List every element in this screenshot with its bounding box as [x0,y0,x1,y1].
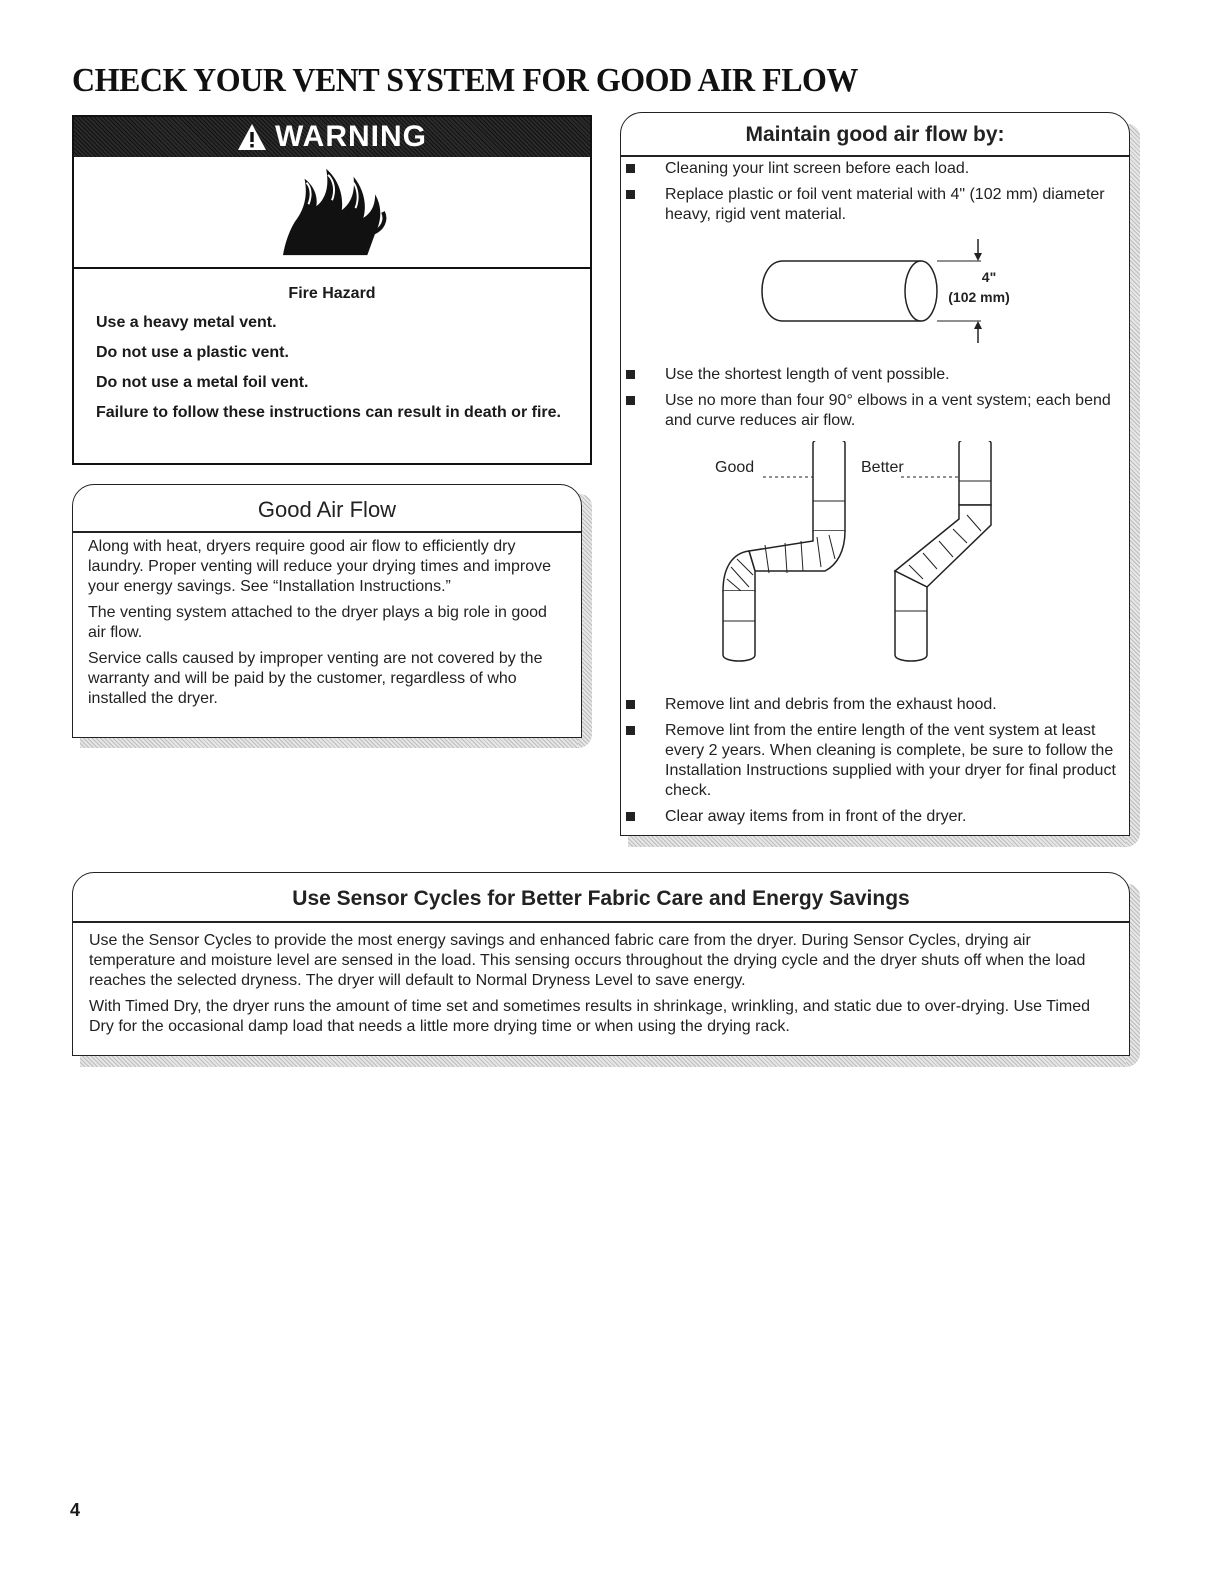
good-air-flow-paragraph: The venting system attached to the dryer plays a big role in good air flow. [88,604,547,641]
maintain-title: Maintain good air flow by: [745,123,1005,146]
warning-line: Do not use a plastic vent. [96,344,289,361]
maintain-bullet: Use the shortest length of vent possible. [621,365,1121,385]
warning-line: Use a heavy metal vent. [96,314,277,331]
page-title: CHECK YOUR VENT SYSTEM FOR GOOD AIR FLOW [72,62,858,99]
warning-triangle-icon [237,123,267,151]
maintain-bullet: Use no more than four 90° elbows in a vent system; each bend and curve reduces air flow. [621,391,1121,431]
pipe-dimension-mm: (102 mm) [948,289,1010,305]
sensor-paragraph: Use the Sensor Cycles to provide the most energy savings and enhanced fabric care from the dryer. During Sensor Cycles, drying air temperature and moisture level are sensed in the load. This sensing occurs throughout the drying cycle and the dryer shuts off when the load reaches the selected dryness. The dryer will default to Normal Dryness Level to save energy. [89,932,1086,989]
good-air-flow-box [72,484,582,738]
good-air-flow-paragraph: Service calls caused by improper venting are not covered by the warranty and will be paid by the customer, regardless of who installed the dryer. [88,650,543,707]
label-better: Better [861,459,904,476]
maintain-air-flow-box [620,112,1130,836]
label-good: Good [715,459,755,476]
maintain-bullet: Clear away items from in front of the dryer. [621,807,1121,827]
sensor-cycles-title: Use Sensor Cycles for Better Fabric Care and Energy Savings [292,887,910,910]
good-air-flow-title: Good Air Flow [257,497,397,522]
hazard-title: Fire Hazard [288,285,376,302]
pipe-dimension-inch: 4" [981,269,997,285]
maintain-bullet: Remove lint and debris from the exhaust hood. [621,695,1121,715]
elbow-vent-diagram [705,441,1005,665]
sensor-cycles-box [72,872,1130,1056]
warning-label: WARNING [275,120,427,153]
maintain-bullet: Replace plastic or foil vent material with 4" (102 mm) diameter heavy, rigid vent material. [621,185,1121,225]
maintain-bullet: Remove lint from the entire length of the vent system at least every 2 years. When cleaning is complete, be sure to follow the Installation Instructions supplied with your dryer for final product check. [621,721,1121,801]
warning-line: Failure to follow these instructions can result in death or fire. [96,404,561,421]
good-air-flow-paragraph: Along with heat, dryers require good air flow to efficiently dry laundry. Proper venting will reduce your drying times and improve your energy savings. See “Installation Instructions.” [88,538,552,595]
warning-box [72,115,592,465]
page-number: 4 [70,1500,81,1520]
fire-hazard-icon [272,165,392,263]
warning-line: Do not use a metal foil vent. [96,374,309,391]
maintain-bullet: Cleaning your lint screen before each load. [621,159,1121,179]
sensor-paragraph: With Timed Dry, the dryer runs the amount of time set and sometimes results in shrinkage, wrinkling, and static due to over-drying. Use Timed Dry for the occasional damp load that needs a little more drying time or when using the drying rack. [89,998,1091,1035]
warning-header [74,117,590,157]
